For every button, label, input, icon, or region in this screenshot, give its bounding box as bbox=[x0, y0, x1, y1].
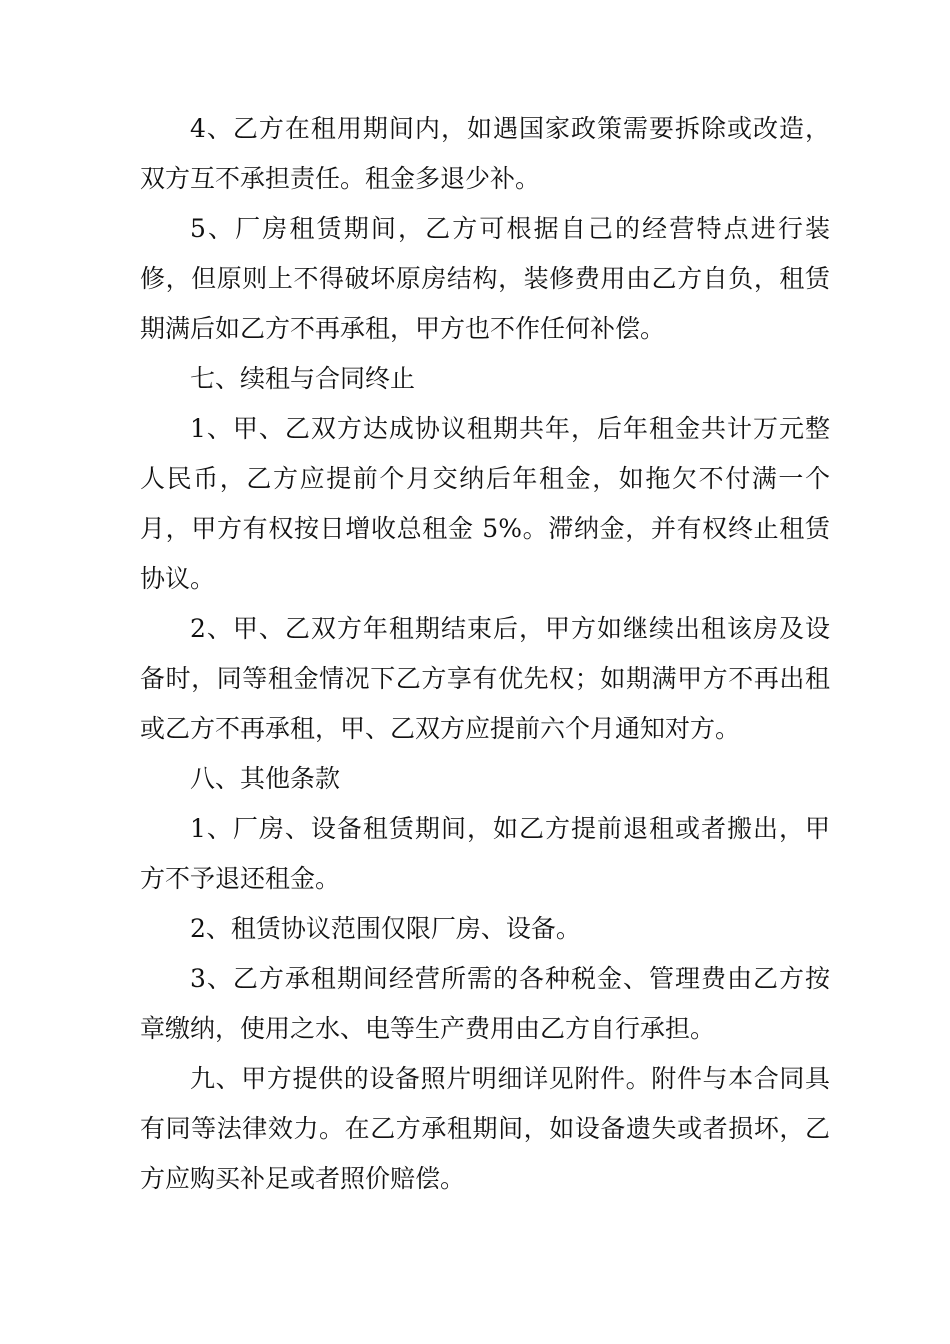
section-heading-other-terms: 八、其他条款 bbox=[190, 764, 341, 793]
document-body bbox=[140, 104, 830, 1204]
clause-4-demolition: 4、乙方在租用期间内，如遇国家政策需要拆除或改造，双方互不承担责任。租金多退少补。 bbox=[140, 114, 830, 193]
clause-2-priority-right: 2、甲、乙双方年租期结束后，甲方如继续出租该房及设备时，同等租金情况下乙方享有优先权；如期满甲方不再出租或乙方不再承租，甲、乙双方应提前六个月通知对方。 bbox=[140, 614, 830, 743]
clause-5-renovation: 5、厂房租赁期间，乙方可根据自己的经营特点进行装修，但原则上不得破坏原房结构，装修费用由乙方自负，租赁期满后如乙方不再承租，甲方也不作任何补偿。 bbox=[140, 214, 830, 343]
clause-3-taxes-utilities: 3、乙方承租期间经营所需的各种税金、管理费由乙方按章缴纳，使用之水、电等生产费用由乙方自行承担。 bbox=[140, 964, 830, 1043]
section-nine-equipment-appendix: 九、甲方提供的设备照片明细详见附件。附件与本合同具有同等法律效力。在乙方承租期间，如设备遗失或者损坏，乙方应购买补足或者照价赔偿。 bbox=[140, 1064, 830, 1193]
clause-1-early-termination: 1、厂房、设备租赁期间，如乙方提前退租或者搬出，甲方不予退还租金。 bbox=[140, 814, 830, 893]
clause-2-scope: 2、租赁协议范围仅限厂房、设备。 bbox=[190, 914, 581, 943]
section-heading-renewal-termination: 七、续租与合同终止 bbox=[190, 364, 416, 393]
clause-1-lease-term: 1、甲、乙双方达成协议租期共年，后年租金共计万元整人民币，乙方应提前个月交纳后年租金，如拖欠不付满一个月，甲方有权按日增收总租金 5%。滞纳金，并有权终止租赁协议。 bbox=[140, 414, 830, 593]
